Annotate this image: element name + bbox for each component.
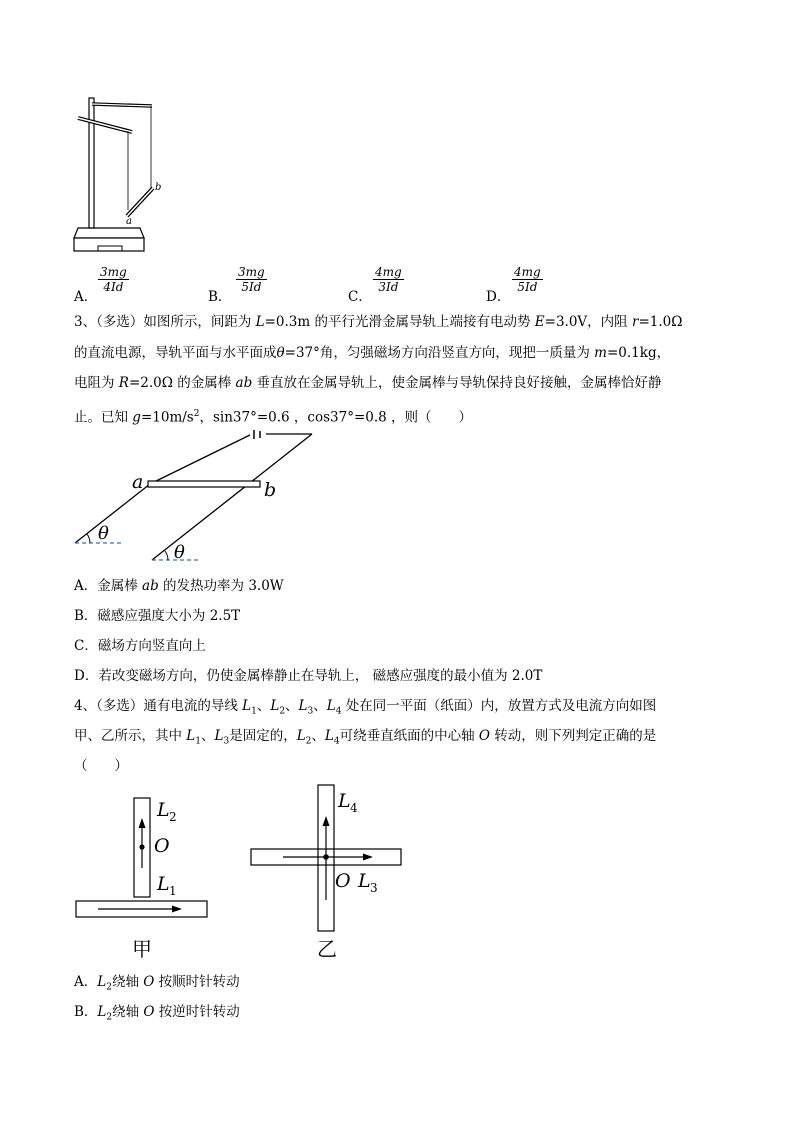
fraction: $\frac{4mg}{5Id}$ — [514, 265, 541, 294]
label-O: O — [335, 870, 351, 892]
q3-stem-line-4: 止。已知 $g=10m/s^2$，sin37°=0.6 ，cos37°=0.8 ，则（ ） — [74, 409, 473, 426]
q4-stem-line-2: 甲、乙所示，其中 $L_1$、$L_3$是固定的，$L_2$、$L_4$可绕垂直纸面的中心轴 O 转动，则下列判定正确的是 — [74, 728, 657, 747]
q3-option-c[interactable]: C．磁场方向竖直向上 — [74, 638, 206, 654]
fraction: $\frac{3mg}{4Id}$ — [100, 265, 127, 294]
q2-label-a: a — [126, 216, 132, 227]
q3-stem-line-2: 的直流电源，导轨平面与水平面成θ=37°角，匀强磁场方向沿竖直方向，现把一质量为 m=0.1kg， — [74, 345, 671, 361]
q3-option-d[interactable]: D．若改变磁场方向，仍使金属棒静止在导轨上， 磁感应强度的最小值为 2.0T — [74, 668, 543, 684]
q3-stem-line-1: 3、（多选）如图所示，间距为 L=0.3m 的平行光滑金属导轨上端接有电动势 E=3.0V，内阻 r=1.0Ω — [74, 314, 683, 330]
q4-figure-yi — [245, 780, 410, 965]
label-sub: 1 — [169, 884, 177, 898]
label-L: L — [157, 873, 170, 895]
q2-figure — [70, 92, 170, 254]
fraction: $\frac{4mg}{3Id}$ — [375, 265, 402, 294]
q4-option-a[interactable]: A．$L_2$绕轴 O 按顺时针转动 — [74, 974, 240, 993]
label-O: O — [154, 835, 170, 857]
option-letter: A． — [74, 289, 98, 305]
option-letter: C． — [348, 289, 372, 305]
label-L: L — [157, 799, 170, 821]
q2-label-b: b — [155, 182, 162, 193]
q3-label-a: a — [132, 471, 144, 493]
q3-figure — [70, 430, 330, 570]
q3-option-b[interactable]: B．磁感应强度大小为 2.5T — [74, 608, 241, 624]
q4-label-jia: 甲 — [132, 937, 152, 961]
option-letter: D． — [486, 289, 511, 305]
q3-option-a[interactable]: A．金属棒 ab 的发热功率为 3.0W — [74, 578, 284, 594]
label-sub: 4 — [350, 801, 358, 815]
q4-label-yi: 乙 — [317, 937, 337, 961]
q3-label-b: b — [264, 479, 277, 501]
label-sub: 3 — [370, 881, 378, 895]
fraction: $\frac{3mg}{5Id}$ — [238, 265, 265, 294]
q4-figure-jia — [70, 790, 220, 965]
q3-theta-1: θ — [98, 523, 109, 544]
q4-stem-line-3: （ ） — [74, 758, 128, 774]
q3-theta-2: θ — [174, 542, 185, 563]
label-sub: 2 — [169, 810, 177, 824]
q4-stem-line-1: 4、（多选）通有电流的导线 $L_1$、$L_2$、$L_3$、$L_4$ 处在同一平面（纸面）内，放置方式及电流方向如图 — [74, 698, 657, 717]
q4-option-b[interactable]: B．$L_2$绕轴 O 按逆时针转动 — [74, 1004, 240, 1023]
label-L: L — [358, 870, 371, 892]
q3-stem-line-3: 电阻为 R=2.0Ω 的金属棒 ab 垂直放在金属导轨上，使金属棒与导轨保持良好接触，金属棒恰好静 — [74, 375, 662, 391]
label-L: L — [338, 790, 351, 812]
option-letter: B． — [208, 289, 232, 305]
